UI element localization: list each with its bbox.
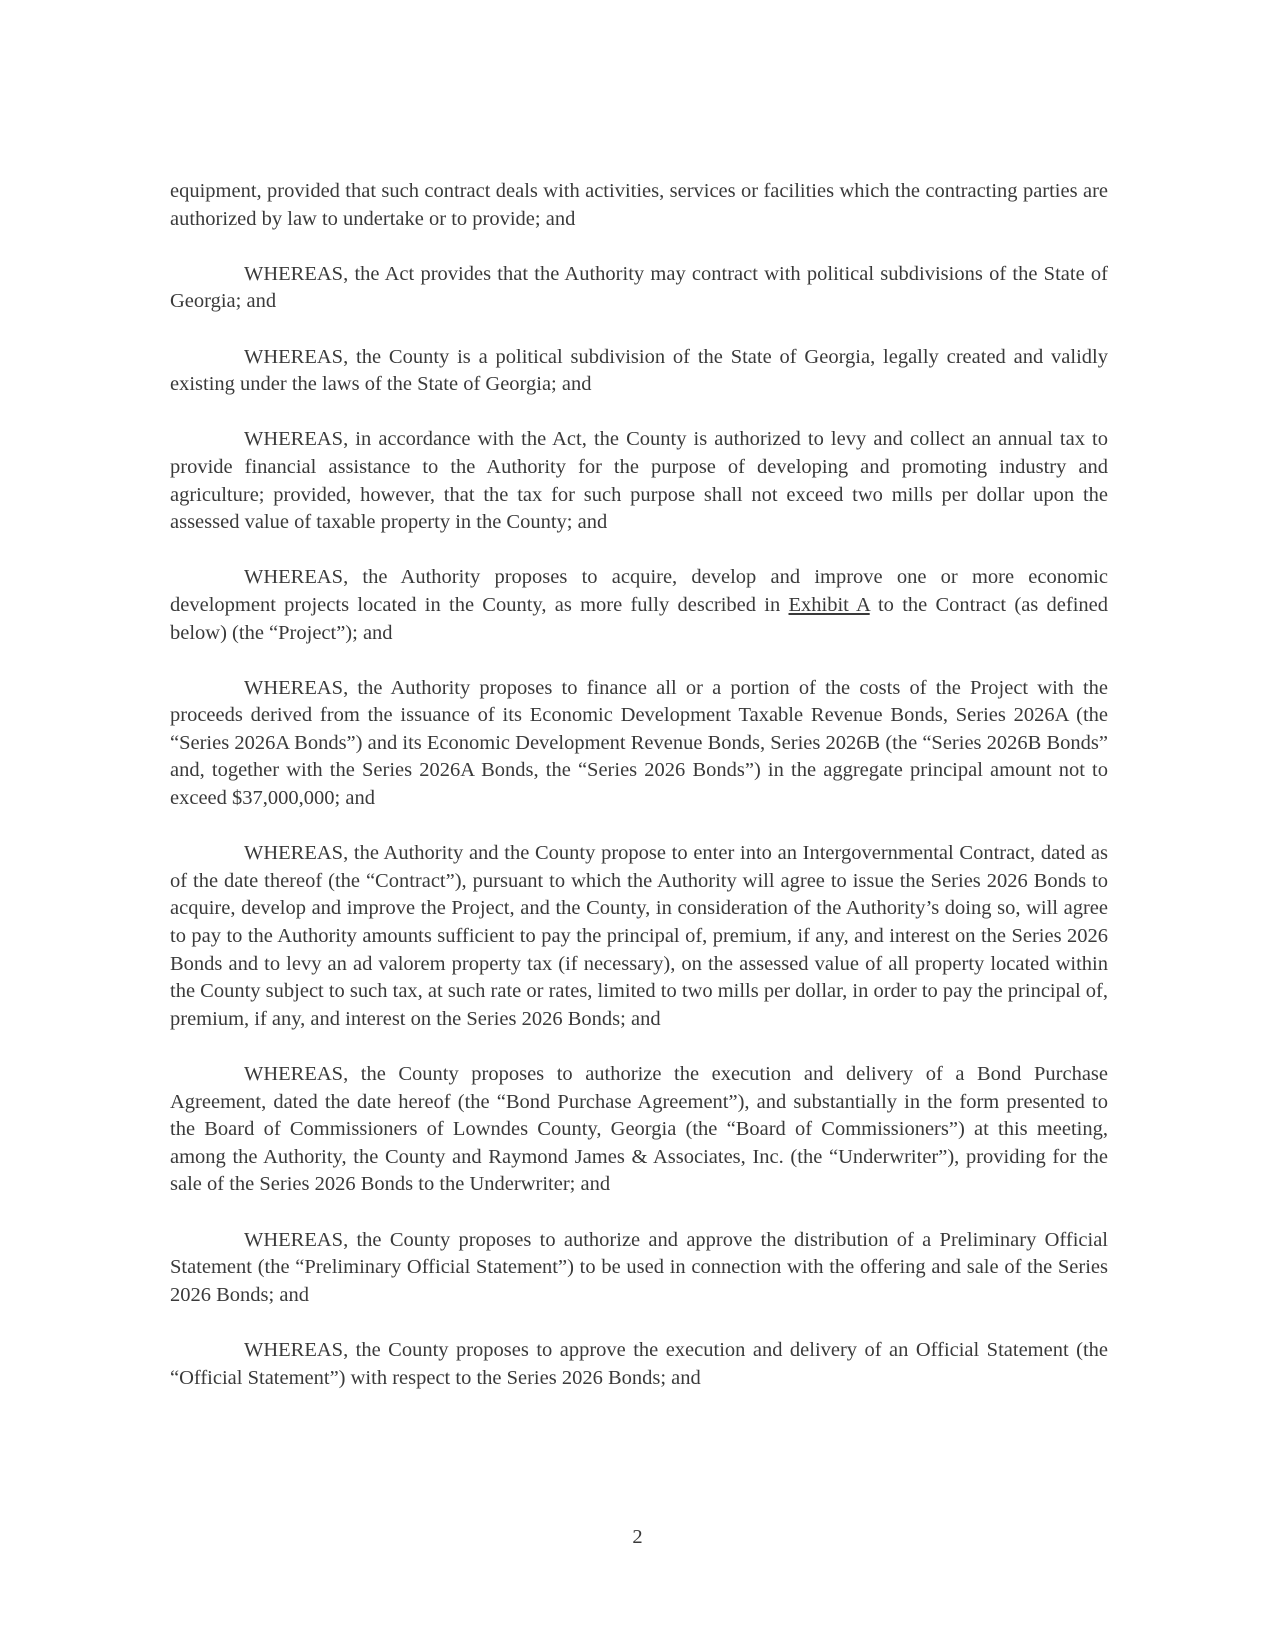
whereas-paragraph-project bbox=[170, 564, 1108, 647]
paragraph-text-after-link: to the Contract (as defined below) (the “Project”); and bbox=[170, 593, 1109, 644]
whereas-paragraph-intergovernmental-contract: WHEREAS, the Authority and the County propose to enter into an Intergovernmental Contract, dated as of the date thereof (the “Contract”), pursuant to which the Authority will agree to issue the Series 2026 Bonds to acquire, develop and improve the Project, and the County, in consideration of the Authority’s doing so, will agree to pay to the Authority amounts sufficient to pay the principal of, premium, if any, and interest on the Series 2026 Bonds and to levy an ad valorem property tax (if necessary), on the assessed value of all property located within the County subject to such tax, at such rate or rates, limited to two mills per dollar, in order to pay the principal of, premium, if any, and interest on the Series 2026 Bonds; and bbox=[170, 842, 1108, 1030]
whereas-paragraph-contract-authority: WHEREAS, the Act provides that the Authority may contract with political subdivisions of the State of Georgia; and bbox=[170, 262, 1108, 313]
whereas-paragraph-official-statement: WHEREAS, the County proposes to approve the execution and delivery of an Official Statement (the “Official Statement”) with respect to the Series 2026 Bonds; and bbox=[170, 1338, 1108, 1389]
document-body bbox=[170, 178, 1108, 1392]
whereas-paragraph-bond-financing: WHEREAS, the Authority proposes to finance all or a portion of the costs of the Project with the proceeds derived from the issuance of its Economic Development Taxable Revenue Bonds, Series 2026A (the “Series 2026A Bonds”) and its Economic Development Revenue Bonds, Series 2026B (the “Series 2026B Bonds” and, together with the Series 2026A Bonds, the “Series 2026 Bonds”) in the aggregate principal amount not to exceed $37,000,000; and bbox=[170, 676, 1108, 810]
paragraph-continuation: equipment, provided that such contract deals with activities, services or facilities which the contracting parties are authorized by law to undertake or to provide; and bbox=[170, 180, 1108, 230]
whereas-paragraph-preliminary-official-statement: WHEREAS, the County proposes to authorize and approve the distribution of a Preliminary Official Statement (the “Preliminary Official Statement”) to be used in connection with the offering and sale of the Series 2026 Bonds; and bbox=[170, 1228, 1108, 1306]
exhibit-a-reference: Exhibit A bbox=[788, 593, 870, 616]
whereas-paragraph-county-subdivision: WHEREAS, the County is a political subdivision of the State of Georgia, legally created and validly existing under the laws of the State of Georgia; and bbox=[170, 345, 1108, 396]
paragraph-text-before-link: WHEREAS, the Authority proposes to acquire, develop and improve one or more economic development projects located in the County, as more fully described in bbox=[170, 566, 1108, 616]
page-number: 2 bbox=[632, 1526, 643, 1548]
whereas-paragraph-annual-tax: WHEREAS, in accordance with the Act, the County is authorized to levy and collect an annual tax to provide financial assistance to the Authority for the purpose of developing and promoting industry and agriculture; provided, however, that the tax for such purpose shall not exceed two mills per dollar upon the assessed value of taxable property in the County; and bbox=[170, 428, 1108, 534]
whereas-paragraph-bond-purchase-agreement: WHEREAS, the County proposes to authorize the execution and delivery of a Bond Purchase Agreement, dated the date hereof (the “Bond Purchase Agreement”), and substantially in the form presented to the Board of Commissioners of Lowndes County, Georgia (the “Board of Commissioners”) at this meeting, among the Authority, the County and Raymond James & Associates, Inc. (the “Underwriter”), providing for the sale of the Series 2026 Bonds to the Underwriter; and bbox=[170, 1063, 1108, 1196]
